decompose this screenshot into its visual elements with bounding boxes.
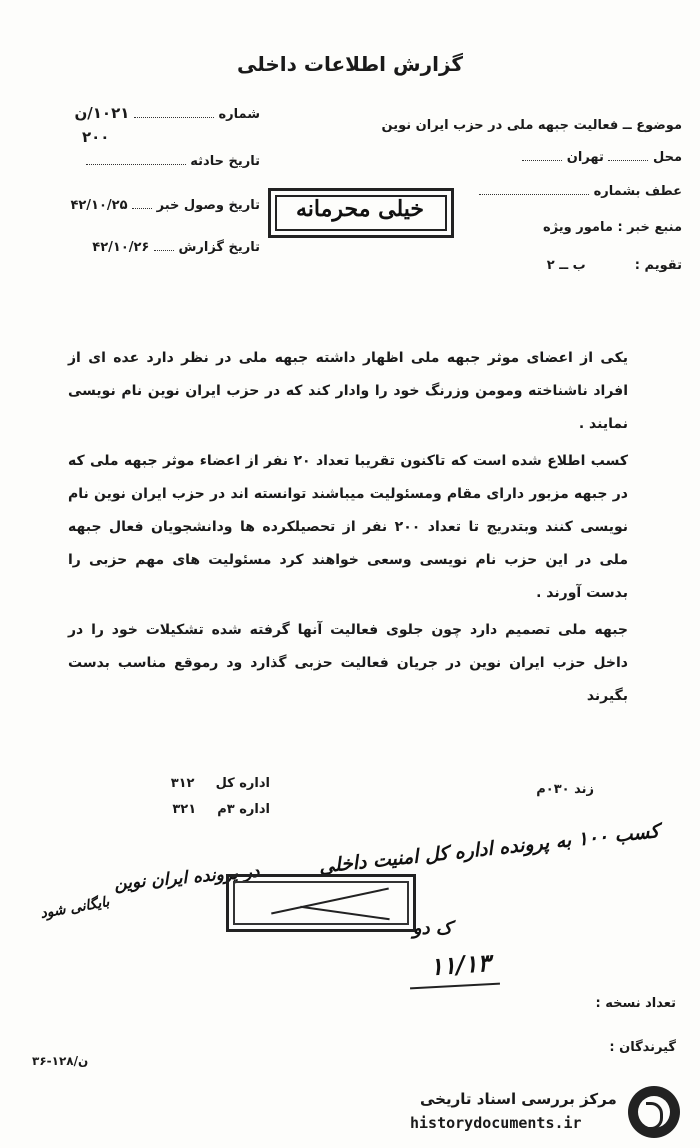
subject-label: موضوع [636, 118, 682, 133]
archive-code: ۳۶-۱۲۸/ن [32, 1054, 89, 1068]
report-body [68, 342, 628, 717]
subject-row: موضوع ــ فعالیت جبهه ملی در حزب ایران نوین [381, 118, 682, 133]
signoff: زند ۰۳۰م [536, 782, 594, 797]
rating-label: تقویم : [634, 258, 682, 273]
footer-site: historydocuments.ir [410, 1114, 582, 1132]
distribution-row-2 [172, 802, 270, 817]
distribution-label: اداره کل [215, 776, 270, 791]
news-date-row [70, 198, 260, 213]
footer-title: مرکز بررسی اسناد تاریخی [420, 1090, 617, 1108]
news-date-value: ۴۲/۱۰/۲۵ [70, 198, 128, 213]
reference-row [479, 184, 682, 199]
recipients-label: گیرندگان : [609, 1040, 676, 1055]
place-row [522, 150, 682, 165]
source-label: منبع خبر : [617, 220, 682, 235]
distribution-label: اداره ۳م [217, 802, 270, 817]
source-row [543, 220, 682, 235]
reference-label: عطف بشماره [593, 184, 682, 199]
report-date-label: تاریخ گزارش [178, 240, 260, 255]
incident-date-label: تاریخ حادثه [190, 154, 260, 169]
document-title: گزارش اطلاعات داخلی [236, 52, 464, 76]
distribution-code: ۳۲۱ [172, 802, 197, 817]
report-date-value: ۴۲/۱۰/۲۶ [92, 240, 150, 255]
distribution-row-1 [171, 776, 270, 791]
place-label: محل [652, 150, 682, 165]
classification-stamp-text: خیلی محرمانه [295, 196, 425, 222]
paragraph-2: کسب اطلاع شده است که تاکنون تقریبا تعداد ۲۰ نفر از اعضاء موثر جبهه ملی که در جبهه مزبور دارای مقام ومسئولیت میباشند توانسته اند در حزب ایران نوین نام نویسی کنند وبتدریج تا تعداد ۲۰۰ نفر از تحصیلکرده ها ودانشجویان فعال جبهه ملی در این حزب نام نویسی وسعی خواهند کرد مسئولیت های مهم حزبی را بدست آورند . [68, 453, 629, 601]
rating-value: ب ــ ۲ [546, 258, 586, 273]
handwritten-note: کسب ۱۰۰ به پرونده اداره کل امنیت داخلی [317, 820, 661, 878]
paragraph-3: جبهه ملی تصمیم دارد چون جلوی فعالیت آنها گرفته شده تشکیلات خود را در داخل حزب ایران نوین در جریان فعالیت حزبی گذارد ود رموقع مناسب بدست بگیرند [68, 622, 628, 704]
handwritten-initial: ک دو [412, 918, 452, 939]
archive-logo-icon [628, 1086, 680, 1138]
number-sub: ۲۰۰ [82, 128, 110, 146]
paragraph-1: یکی از اعضای موثر جبهه ملی اظهار داشته جبهه ملی در نظر دارد عده ای از افراد ناشناخته ومومن وزرنگ خود را وادار کند که در حزب ایران نوین نام نویسی نمایند . [68, 350, 628, 432]
number-value: ۱۰۲۱/ن [74, 104, 130, 122]
number-label: شماره [218, 107, 260, 122]
date-underline [410, 983, 500, 990]
source-value: مامور ویژه [543, 220, 613, 235]
incident-date-row [86, 154, 260, 169]
place-value: تهران [566, 150, 604, 165]
handwritten-date: ۱۱/۱۳ [429, 947, 492, 982]
news-date-label: تاریخ وصول خبر [156, 198, 260, 213]
copies-label: تعداد نسخه : [595, 996, 676, 1011]
handwritten-note-left-2: بایگانی شود [39, 894, 111, 922]
handwritten-note-left: در پرونده ایران نوین [113, 861, 261, 895]
distribution-code: ۳۱۲ [170, 776, 195, 791]
number-row [74, 104, 260, 122]
rating-row [547, 258, 682, 273]
report-date-row [92, 240, 260, 255]
subject-value: فعالیت جبهه ملی در حزب ایران نوین [381, 118, 619, 133]
